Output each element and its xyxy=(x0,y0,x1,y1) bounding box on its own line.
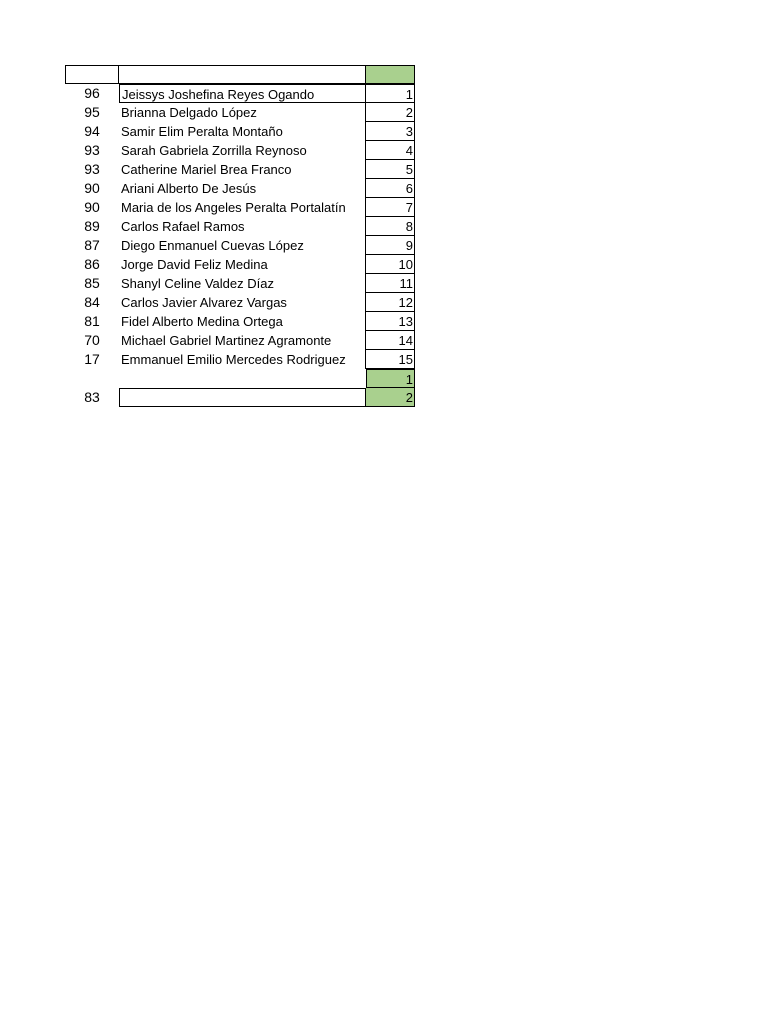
rank-cell[interactable]: 13 xyxy=(366,312,415,331)
name-cell[interactable]: Michael Gabriel Martinez Agramonte xyxy=(119,331,366,350)
score-cell[interactable]: 89 xyxy=(84,218,100,234)
name-cell[interactable]: Carlos Javier Alvarez Vargas xyxy=(119,293,366,312)
name-cell[interactable] xyxy=(119,369,366,388)
rank-cell[interactable]: 6 xyxy=(366,179,415,198)
score-cell[interactable]: 96 xyxy=(84,85,100,101)
rank-cell[interactable]: 15 xyxy=(366,350,415,369)
score-cell[interactable]: 93 xyxy=(84,161,100,177)
rank-cell[interactable]: 10 xyxy=(366,255,415,274)
name-cell[interactable]: Brianna Delgado López xyxy=(119,103,366,122)
name-cell[interactable] xyxy=(119,388,366,407)
score-cell[interactable] xyxy=(65,65,119,84)
rank-cell[interactable]: 1 xyxy=(366,369,415,388)
name-cell[interactable]: Ariani Alberto De Jesús xyxy=(119,179,366,198)
score-cell[interactable]: 87 xyxy=(84,237,100,253)
rank-cell[interactable]: 1 xyxy=(366,84,415,103)
score-cell[interactable]: 90 xyxy=(84,199,100,215)
score-cell[interactable]: 93 xyxy=(84,142,100,158)
score-cell[interactable]: 83 xyxy=(84,389,100,405)
name-cell[interactable]: Emmanuel Emilio Mercedes Rodriguez xyxy=(119,350,366,369)
name-cell[interactable]: Catherine Mariel Brea Franco xyxy=(119,160,366,179)
name-cell[interactable]: Fidel Alberto Medina Ortega xyxy=(119,312,366,331)
name-cell[interactable]: Shanyl Celine Valdez Díaz xyxy=(119,274,366,293)
rank-cell[interactable]: 2 xyxy=(366,388,415,407)
rank-cell[interactable]: 2 xyxy=(366,103,415,122)
score-cell[interactable]: 86 xyxy=(84,256,100,272)
name-cell[interactable] xyxy=(119,65,366,84)
rank-cell[interactable] xyxy=(366,65,415,84)
score-cell[interactable]: 70 xyxy=(84,332,100,348)
name-cell[interactable]: Diego Enmanuel Cuevas López xyxy=(119,236,366,255)
name-cell[interactable]: Samir Elim Peralta Montaño xyxy=(119,122,366,141)
name-cell[interactable]: Maria de los Angeles Peralta Portalatín xyxy=(119,198,366,217)
rank-cell[interactable]: 14 xyxy=(366,331,415,350)
score-cell[interactable]: 95 xyxy=(84,104,100,120)
name-cell[interactable]: Jorge David Feliz Medina xyxy=(119,255,366,274)
score-cell[interactable]: 17 xyxy=(84,351,100,367)
rank-cell[interactable]: 7 xyxy=(366,198,415,217)
rank-cell[interactable]: 8 xyxy=(366,217,415,236)
name-cell[interactable]: Jeissys Joshefina Reyes Ogando xyxy=(119,84,366,103)
score-cell[interactable]: 84 xyxy=(84,294,100,310)
score-cell[interactable] xyxy=(65,369,119,388)
name-cell[interactable]: Carlos Rafael Ramos xyxy=(119,217,366,236)
rank-cell[interactable]: 4 xyxy=(366,141,415,160)
rank-cell[interactable]: 5 xyxy=(366,160,415,179)
rank-cell[interactable]: 12 xyxy=(366,293,415,312)
score-cell[interactable]: 90 xyxy=(84,180,100,196)
name-cell[interactable]: Sarah Gabriela Zorrilla Reynoso xyxy=(119,141,366,160)
rank-cell[interactable]: 9 xyxy=(366,236,415,255)
rank-cell[interactable]: 3 xyxy=(366,122,415,141)
score-cell[interactable]: 85 xyxy=(84,275,100,291)
score-cell[interactable]: 81 xyxy=(84,313,100,329)
score-cell[interactable]: 94 xyxy=(84,123,100,139)
rank-cell[interactable]: 11 xyxy=(366,274,415,293)
